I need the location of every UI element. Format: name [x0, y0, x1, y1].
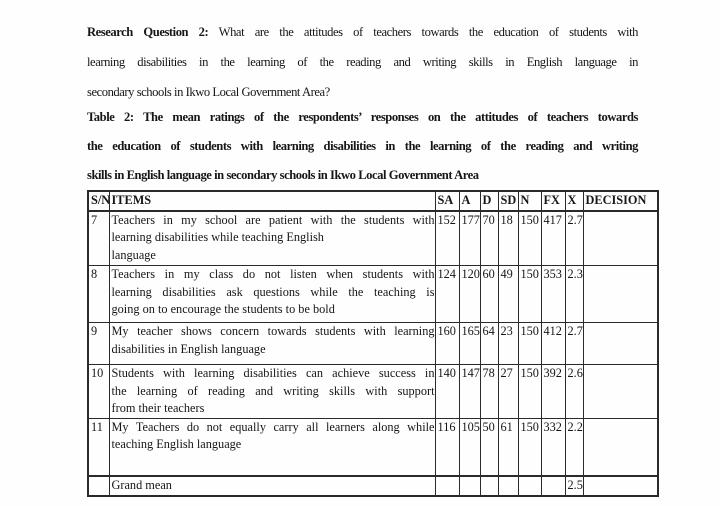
item-line: learning disabilities while teaching English — [111, 230, 324, 244]
cell-sn: 10 — [88, 365, 109, 419]
cell-item — [109, 211, 435, 266]
cell-item — [109, 418, 435, 476]
table-row — [88, 323, 658, 365]
cell-n: 150 — [518, 418, 541, 476]
research-question-line: learning disabilities in the learning of the reading and writing skills in English language in — [87, 55, 638, 69]
cell-a — [459, 476, 480, 496]
cell-sn: 8 — [88, 266, 109, 323]
header-decision: DECISION — [583, 191, 658, 211]
cell-sd: 27 — [498, 365, 518, 419]
cell-a: 147 — [459, 365, 480, 419]
item-line: Students with learning disabilities can achieve success in — [111, 366, 435, 380]
cell-a: 105 — [459, 418, 480, 476]
header-sn: S/N — [88, 191, 109, 211]
header-fx: FX — [541, 191, 565, 211]
cell-x: 2.7 — [565, 211, 583, 266]
cell-sn: 7 — [88, 211, 109, 266]
cell-n: 150 — [518, 211, 541, 266]
header-a: A — [459, 191, 480, 211]
cell-decision — [583, 476, 658, 496]
cell-item — [109, 476, 435, 496]
item-line: Grand mean — [111, 478, 172, 492]
cell-fx: 392 — [541, 365, 565, 419]
cell-n: 150 — [518, 266, 541, 323]
cell-fx: 353 — [541, 266, 565, 323]
cell-n: 150 — [518, 323, 541, 365]
cell-d: 78 — [480, 365, 498, 419]
cell-sa: 124 — [435, 266, 459, 323]
cell-a: 120 — [459, 266, 480, 323]
cell-fx: 417 — [541, 211, 565, 266]
cell-d: 60 — [480, 266, 498, 323]
header-items: ITEMS — [109, 191, 435, 211]
research-question-line — [87, 17, 638, 47]
cell-decision — [583, 323, 658, 365]
cell-x: 2.2 — [565, 418, 583, 476]
table-caption — [87, 103, 638, 190]
table-row — [88, 211, 658, 266]
cell-x: 2.5 — [565, 476, 583, 496]
cell-x: 2.3 — [565, 266, 583, 323]
item-line: My teacher shows concern towards students with learning — [111, 324, 435, 338]
item-line: teaching English language — [111, 437, 242, 451]
cell-d — [480, 476, 498, 496]
table-caption-line: Table 2: The mean ratings of the respondents’ responses on the attitudes of teachers towards — [87, 110, 638, 124]
table-row — [88, 418, 658, 476]
table-caption-line: the education of students with learning disabilities in the learning of the reading and writing — [87, 139, 638, 153]
cell-d: 70 — [480, 211, 498, 266]
item-line: disabilities in English language — [111, 341, 266, 356]
header-d: D — [480, 191, 498, 211]
table-header-row — [88, 191, 658, 211]
mean-ratings-table — [87, 190, 659, 497]
cell-sn — [88, 476, 109, 496]
cell-sd: 61 — [498, 418, 518, 476]
item-line: Teachers in my school are patient with the students with — [111, 212, 435, 227]
cell-a: 177 — [459, 211, 480, 266]
header-sa: SA — [435, 191, 459, 211]
table-caption-line: skills in English language in secondary schools in Ikwo Local Government Area — [87, 168, 479, 182]
research-question-label: Research Question 2: — [87, 25, 209, 39]
research-question-paragraph — [87, 17, 638, 107]
cell-sa — [435, 476, 459, 496]
cell-sa: 140 — [435, 365, 459, 419]
grand-mean-row — [88, 476, 658, 496]
cell-item — [109, 365, 435, 419]
cell-sn: 9 — [88, 323, 109, 365]
cell-fx — [541, 476, 565, 496]
cell-sd: 49 — [498, 266, 518, 323]
cell-x: 2.7 — [565, 323, 583, 365]
item-line: the learning of reading and writing skills with support — [111, 383, 435, 398]
item-line: going on to encourage the students to be bold — [111, 302, 335, 316]
cell-sa: 160 — [435, 323, 459, 365]
item-line: Teachers in my class do not listen when students with — [111, 267, 435, 281]
cell-d: 50 — [480, 418, 498, 476]
cell-n — [518, 476, 541, 496]
cell-n: 150 — [518, 365, 541, 419]
cell-sd — [498, 476, 518, 496]
cell-sn: 11 — [88, 418, 109, 476]
cell-sa: 152 — [435, 211, 459, 266]
cell-item — [109, 266, 435, 323]
research-question-line: secondary schools in Ikwo Local Government Area? — [87, 85, 330, 99]
table-row — [88, 365, 658, 419]
cell-item — [109, 323, 435, 365]
cell-fx: 332 — [541, 418, 565, 476]
item-line: My Teachers do not equally carry all learners along while — [111, 419, 435, 434]
cell-decision — [583, 211, 658, 266]
header-n: N — [518, 191, 541, 211]
header-x: X — [565, 191, 583, 211]
header-sd: SD — [498, 191, 518, 211]
item-line: from their teachers — [111, 401, 205, 415]
cell-decision — [583, 266, 658, 323]
table-row — [88, 266, 658, 323]
cell-sa: 116 — [435, 418, 459, 476]
cell-a: 165 — [459, 323, 480, 365]
cell-d: 64 — [480, 323, 498, 365]
research-question-text: What are the attitudes of teachers towards the education of students with — [208, 25, 638, 39]
cell-x: 2.6 — [565, 365, 583, 419]
item-line: learning disabilities ask questions while the teaching is — [111, 284, 435, 299]
cell-sd: 18 — [498, 211, 518, 266]
item-line: language — [111, 247, 156, 262]
cell-fx: 412 — [541, 323, 565, 365]
cell-decision — [583, 365, 658, 419]
cell-sd: 23 — [498, 323, 518, 365]
cell-decision — [583, 418, 658, 476]
